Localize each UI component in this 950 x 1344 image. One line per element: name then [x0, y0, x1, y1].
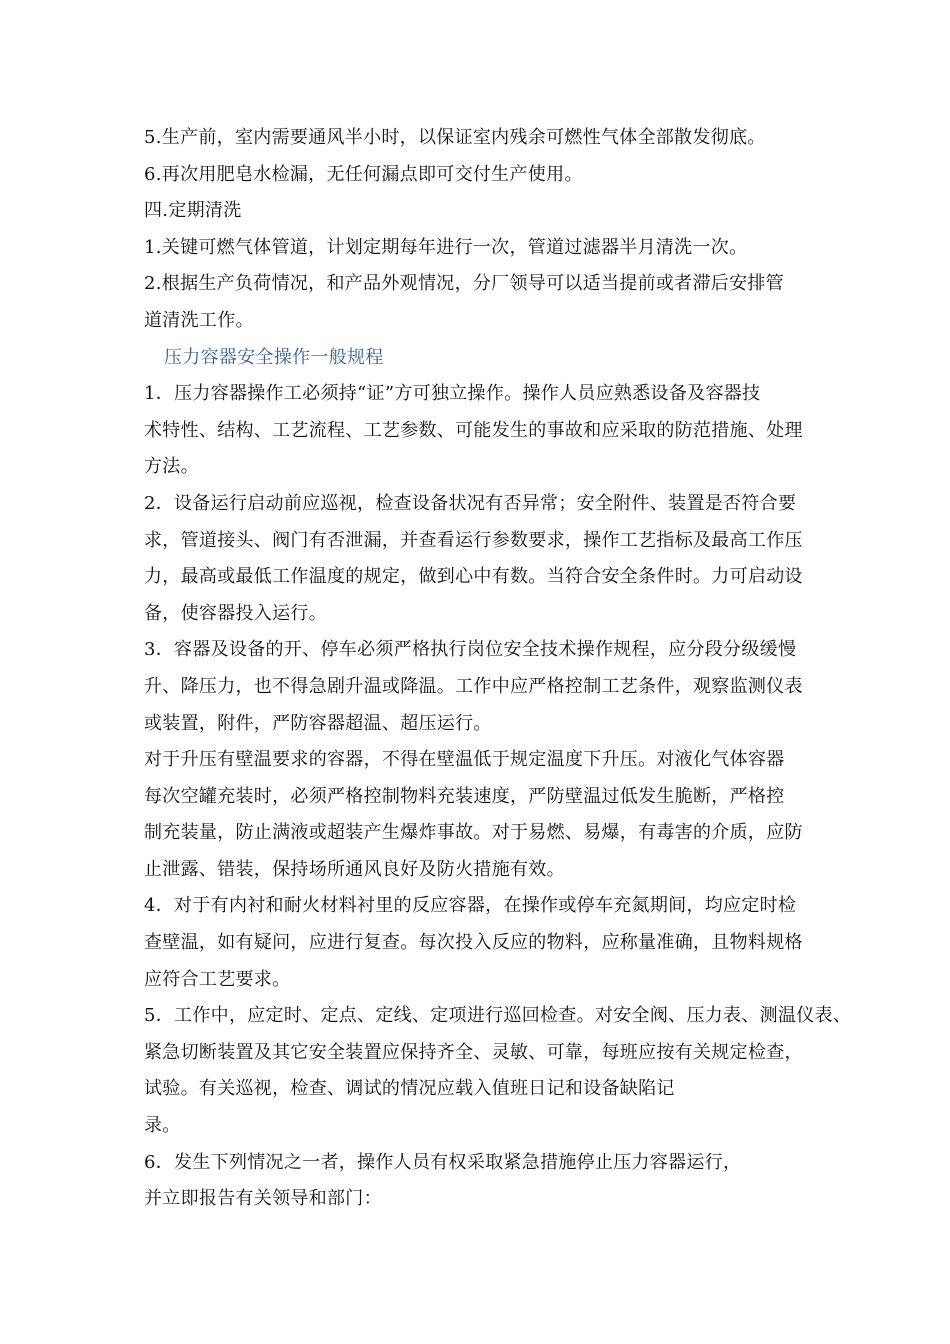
text-line: 制充装量，防止满液或超装产生爆炸事故。对于易燃、易爆，有毒害的介质，应防	[144, 822, 803, 844]
text-line: 5．工作中，应定时、定点、定线、定项进行巡回检查。对安全阀、压力表、测温仪表、	[144, 1005, 852, 1027]
text-line: 力，最高或最低工作温度的规定，做到心中有数。当符合安全条件时。力可启动设	[144, 566, 803, 588]
text-line: 试验。有关巡视，检查、调试的情况应载入值班日记和设备缺陷记	[144, 1078, 675, 1100]
text-line: 2.根据生产负荷情况，和产品外观情况，分厂领导可以适当提前或者滞后安排管	[144, 273, 784, 295]
text-line: 1．压力容器操作工必须持“证”方可独立操作。操作人员应熟悉设备及容器技	[144, 383, 761, 405]
text-line: 1.关键可燃气体管道，计划定期每年进行一次，管道过滤器半月清洗一次。	[144, 236, 748, 258]
regulation-title: 压力容器安全操作一般规程	[164, 346, 384, 368]
text-line: 止泄露、错装，保持场所通风良好及防火措施有效。	[144, 858, 565, 880]
section-heading: 四.定期清洗	[144, 200, 242, 222]
text-line: 对于升压有壁温要求的容器，不得在壁温低于规定温度下升压。对液化气体容器	[144, 749, 785, 771]
text-line: 6．发生下列情况之一者，操作人员有权采取紧急措施停止压力容器运行，	[144, 1151, 742, 1173]
text-line: 或装置，附件，严防容器超温、超压运行。	[144, 712, 492, 734]
text-line: 2．设备运行启动前应巡视，检查设备状况有否异常；安全附件、装置是否符合要	[144, 492, 797, 514]
document-body	[144, 120, 852, 1218]
text-line: 求，管道接头、阀门有否泄漏，并查看运行参数要求，操作工艺指标及最高工作压	[144, 529, 803, 551]
text-line: 4．对于有内衬和耐火材料衬里的反应容器，在操作或停车充氮期间，均应定时检	[144, 895, 797, 917]
text-line: 应符合工艺要求。	[144, 968, 291, 990]
text-line: 术特性、结构、工艺流程、工艺参数、可能发生的事故和应采取的防范措施、处理	[144, 419, 803, 441]
text-line: 3．容器及设备的开、停车必须严格执行岗位安全技术操作规程，应分段分级缓慢	[144, 639, 797, 661]
text-line: 6.再次用肥皂水检漏，无任何漏点即可交付生产使用。	[144, 163, 583, 185]
text-line: 5.生产前，室内需要通风半小时，以保证室内残余可燃性气体全部散发彻底。	[144, 127, 766, 148]
text-line: 紧急切断装置及其它安全装置应保持齐全、灵敏、可靠，每班应按有关规定检查，	[144, 1041, 803, 1063]
text-line: 每次空罐充装时，必须严格控制物料充装速度，严防壁温过低发生脆断，严格控	[144, 785, 785, 807]
text-line: 备，使容器投入运行。	[144, 602, 327, 624]
text-line: 道清洗工作。	[144, 309, 254, 331]
text-line: 录。	[144, 1115, 181, 1137]
text-line: 查壁温，如有疑问，应进行复查。每次投入反应的物料，应称量准确，且物料规格	[144, 932, 803, 954]
text-line: 并立即报告有关领导和部门：	[144, 1188, 382, 1210]
text-line: 方法。	[144, 456, 199, 478]
text-line: 升、降压力，也不得急剧升温或降温。工作中应严格控制工艺条件，观察监测仪表	[144, 675, 803, 697]
